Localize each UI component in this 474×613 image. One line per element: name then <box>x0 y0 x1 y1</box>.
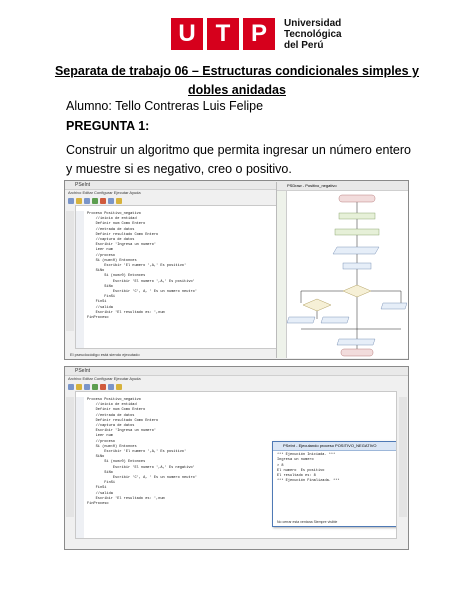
code-line: Si (num<0) Entonces <box>87 444 137 449</box>
code-line: SiNo <box>87 269 105 274</box>
code-line: SiNo <box>87 284 113 289</box>
code-line: FinProceso <box>87 316 109 321</box>
code-line: Si (num<0) Entonces <box>87 258 137 263</box>
menu-bar: Archivo Editar Configurar Ejecutar Ayuda <box>68 190 141 195</box>
code-line: *** Ejecución Iniciada. *** <box>277 453 336 457</box>
code-line: FinSi <box>87 481 116 486</box>
code-line: SiNo <box>87 455 105 460</box>
logo-text-line-2: Tecnológica <box>284 28 342 40</box>
help-icon <box>116 384 122 390</box>
code-line: Escribir 'C', A, ' Es un numero neutro' <box>87 290 197 295</box>
code-line: FinSi <box>87 486 107 491</box>
question-text: Construir un algoritmo que permita ingresar un número entero y muestre si es negativo, creo o positivo. <box>66 143 411 176</box>
screenshot-pseint-execution <box>64 366 409 550</box>
code-line: SiNo <box>87 470 113 475</box>
code-line: //captura de datos <box>87 424 135 429</box>
left-side-panel <box>66 211 74 331</box>
code-line: Proceso Positivo_negativo <box>87 212 141 216</box>
flowchart-title: PSDraw - Positivo_negativo <box>277 182 408 191</box>
code-line: > 8 <box>277 463 284 468</box>
code-line: //salida <box>87 491 113 496</box>
save-icon <box>84 198 90 204</box>
flow-define-result <box>335 229 379 235</box>
left-side-panel <box>66 397 74 517</box>
save-icon <box>84 384 90 390</box>
flow-decision-1 <box>343 285 371 297</box>
logo-text-line-1: Universidad <box>284 17 342 29</box>
stop-icon <box>100 384 106 390</box>
flow-output-a <box>287 317 315 323</box>
code-line: Si (num>0) Entonces <box>87 460 146 465</box>
logo-letter-t: T <box>207 18 239 50</box>
line-number-gutter <box>76 211 84 348</box>
flow-decision-2 <box>303 299 331 311</box>
code-line: Escribir 'El resultado es: ',num <box>87 310 165 315</box>
flow-read <box>343 263 371 269</box>
window-title: PSeInt <box>65 367 408 376</box>
new-file-icon <box>68 198 74 204</box>
logo-letter-u: U <box>171 18 203 50</box>
code-line: //captura de datos <box>87 238 135 243</box>
code-line: //salida <box>87 305 113 310</box>
code-line: Escribir 'El numero ',A,' Es positivo' <box>87 279 195 284</box>
code-line: Escribir 'El resultado es: ',num <box>87 496 165 501</box>
code-line: Escribir 'El numero ',A,' Es positivo' <box>87 264 187 269</box>
flow-write <box>333 247 379 254</box>
code-line: Escribir 'El numero ',A,' Es positivo' <box>87 450 187 455</box>
code-line: Definir num Como Entero <box>87 408 146 413</box>
code-line: El resultado es: 8 <box>277 474 316 479</box>
open-folder-icon <box>76 384 82 390</box>
code-editor <box>75 205 277 349</box>
flowchart-icon <box>108 198 114 204</box>
flowchart-window <box>276 182 408 358</box>
stop-icon <box>100 198 106 204</box>
code-line: Leer num <box>87 248 113 253</box>
console-output <box>277 453 340 485</box>
flow-define-num <box>339 213 375 219</box>
flow-end <box>341 349 373 356</box>
right-side-panel <box>399 397 407 517</box>
code-line: Escribir 'Ingresa un numero' <box>87 243 157 248</box>
menu-bar: Archivo Editar Configurar Ejecutar Ayuda <box>68 376 141 381</box>
code-line: Definir resultado Como Entero <box>87 418 159 423</box>
code-line: //entrada de datos <box>87 413 135 418</box>
code-editor <box>75 391 397 539</box>
student-name: Alumno: Tello Contreras Luis Felipe <box>66 99 264 113</box>
code-line: Leer num <box>87 434 113 439</box>
pseudocode <box>87 398 197 507</box>
flowchart-icon <box>108 384 114 390</box>
code-line: Escribir 'El numero ',A,' Es negativo' <box>87 465 195 470</box>
utp-logo <box>171 17 342 51</box>
new-file-icon <box>68 384 74 390</box>
toolbar <box>65 382 408 391</box>
code-line: //proceso <box>87 253 116 258</box>
code-line: Escribir 'C', A, ' Es un numero neutro' <box>87 476 197 481</box>
code-line: Definir resultado Como Entero <box>87 232 159 237</box>
flow-output-c <box>381 303 407 309</box>
code-line: FinProceso <box>87 502 109 507</box>
flow-output-result <box>337 339 375 345</box>
line-number-gutter <box>76 397 84 538</box>
window-title: PSeInt <box>65 181 408 190</box>
run-icon <box>92 198 98 204</box>
logo-text <box>284 18 342 51</box>
code-line: Proceso Positivo_negativo <box>87 398 141 402</box>
pseudocode <box>87 212 197 321</box>
code-line: El numero Es positivo <box>277 468 325 473</box>
run-icon <box>92 384 98 390</box>
code-line: Si (num>0) Entonces <box>87 274 146 279</box>
open-folder-icon <box>76 198 82 204</box>
logo-letter-p: P <box>243 18 275 50</box>
code-line: FinSi <box>87 300 107 305</box>
console-title: PSeInt - Ejecutando proceso POSITIVO_NEGATIVO <box>273 442 397 451</box>
screenshot-pseint-flowchart <box>64 180 409 360</box>
status-text: El pseudocódigo está siendo ejecutado <box>70 352 140 357</box>
flow-output-b <box>321 317 349 323</box>
code-line: //entrada de datos <box>87 227 135 232</box>
logo-text-line-3: del Perú <box>284 39 324 51</box>
flow-start <box>339 195 375 202</box>
question-label: PREGUNTA 1: <box>66 119 150 133</box>
code-line: //inicio de entidad <box>87 217 137 222</box>
code-line: //proceso <box>87 439 116 444</box>
flowchart-diagram <box>287 191 407 357</box>
document-title: Separata de trabajo 06 – Estructuras condicionales simples y dobles anidadas <box>54 64 420 97</box>
code-line: Ingresa un numero <box>277 458 314 463</box>
code-line: Escribir 'Ingresa un numero' <box>87 429 157 434</box>
help-icon <box>116 198 122 204</box>
code-line: //inicio de entidad <box>87 403 137 408</box>
flowchart-toolbox <box>277 191 287 358</box>
code-line: *** Ejecución Finalizada. *** <box>277 479 340 484</box>
code-line: FinSi <box>87 295 116 300</box>
code-line: Definir num Como Entero <box>87 222 146 227</box>
console-footer: No cerrar esta ventana Siempre visible <box>277 520 338 524</box>
execution-console <box>272 441 397 527</box>
